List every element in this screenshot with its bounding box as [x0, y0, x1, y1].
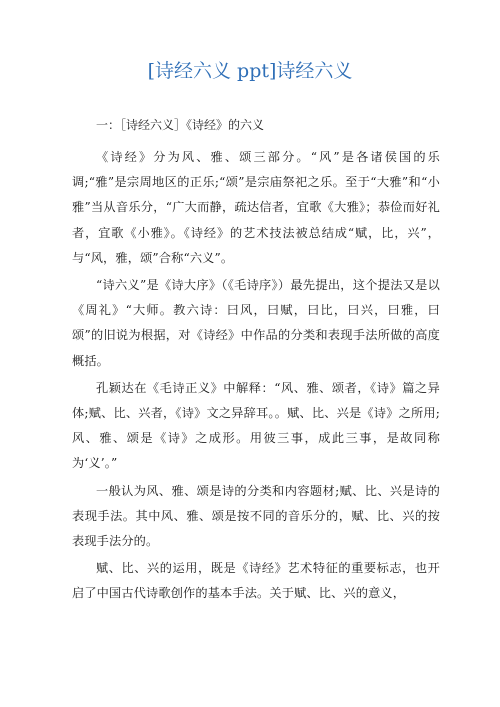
paragraph-shi-liu-yi: “诗六义”是《诗大序》（《毛诗序》）最先提出，这个提法又是以《周礼》“大师。教六诗：曰风，曰赋，曰比，曰兴，曰雅，曰颂”的旧说为根据，对《诗经》中作品的分类和表现手法所做的高度概括。: [72, 278, 440, 368]
paragraph-fu-bi-xing: 赋、比、兴的运用，既是《诗经》艺术特征的重要标志，也开启了中国古代诗歌创作的基本手法。关于赋、比、兴的意义，: [72, 561, 440, 601]
paragraph-feng-ya-song: 《诗经》分为风、雅、颂三部分。“风”是各诸侯国的乐调;“雅”是宗周地区的正乐;“颂”是宗庙祭祀之乐。至于“大雅”和“小雅”当从音乐分，“广大而静，疏达信者，宜歌《大雅》；恭俭而好礼者，宜歌《小雅》。《诗经》的艺术技法被总结成“赋，比，兴”，与“风，雅，颂”合称“六义”。: [72, 150, 440, 265]
paragraph-classification: 一般认为风、雅、颂是诗的分类和内容题材;赋、比、兴是诗的表现手法。其中风、雅、颂是按不同的音乐分的，赋、比、兴的按表现手法分的。: [72, 483, 440, 549]
document-body: [72, 115, 440, 609]
document-title: [诗经六义 ppt]诗经六义: [147, 60, 353, 82]
section-heading: 一：［诗经六义］《诗经》的六义: [96, 118, 265, 132]
paragraph-kong-yingda: 孔颖达在《毛诗正义》中解释：“风、雅、颂者，《诗》篇之异体;赋、比、兴者，《诗》文之异辞耳。。赋、比、兴是《诗》之所用;风、雅、颂是《诗》之成形。用彼三事，成此三事，是故同称为‘义’。”: [72, 380, 440, 471]
